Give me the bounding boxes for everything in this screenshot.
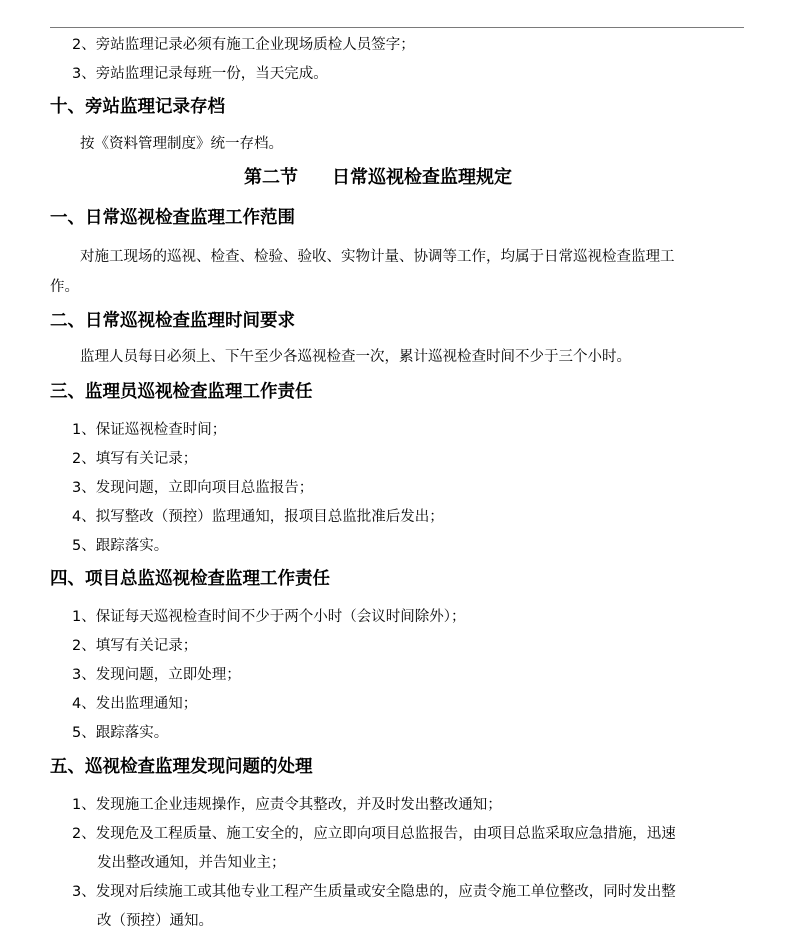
section-title bbox=[244, 166, 512, 190]
list-item: 2、填写有关记录； bbox=[72, 638, 198, 654]
heading-archive: 十、旁站监理记录存档 bbox=[50, 97, 225, 117]
heading-director-duty: 四、项目总监巡视检查监理工作责任 bbox=[50, 569, 330, 589]
paragraph-line: 作。 bbox=[50, 279, 79, 295]
list-item: 2、旁站监理记录必须有施工企业现场质检人员签字； bbox=[72, 37, 415, 53]
paragraph: 监理人员每日必须上、下午至少各巡视检查一次，累计巡视检查时间不少于三个小时。 bbox=[80, 349, 631, 365]
list-item: 5、跟踪落实。 bbox=[72, 725, 169, 741]
list-item: 3、发现问题，立即处理； bbox=[72, 667, 241, 683]
list-item: 3、发现对后续施工或其他专业工程产生质量或安全隐患的，应责令施工单位整改，同时发出整 bbox=[72, 884, 676, 900]
list-item: 2、发现危及工程质量、施工安全的，应立即向项目总监报告，由项目总监采取应急措施，迅速 bbox=[72, 826, 676, 842]
list-item: 5、跟踪落实。 bbox=[72, 538, 169, 554]
heading-handling: 五、巡视检查监理发现问题的处理 bbox=[50, 757, 313, 777]
list-item-continuation: 发出整改通知，并告知业主； bbox=[97, 855, 286, 871]
list-item: 1、保证每天巡视检查时间不少于两个小时（会议时间除外）； bbox=[72, 609, 466, 625]
list-item: 4、拟写整改（预控）监理通知，报项目总监批准后发出； bbox=[72, 509, 444, 525]
heading-inspector-duty: 三、监理员巡视检查监理工作责任 bbox=[50, 382, 313, 402]
section-number: 第二节 bbox=[244, 167, 298, 188]
paragraph-line: 对施工现场的巡视、检查、检验、验收、实物计量、协调等工作，均属于日常巡视检查监理工 bbox=[80, 249, 675, 265]
list-item: 3、发现问题，立即向项目总监报告； bbox=[72, 480, 314, 496]
list-item-continuation: 改（预控）通知。 bbox=[97, 913, 213, 929]
list-item: 1、保证巡视检查时间； bbox=[72, 422, 227, 438]
paragraph: 按《资料管理制度》统一存档。 bbox=[80, 136, 283, 152]
list-item: 3、旁站监理记录每班一份，当天完成。 bbox=[72, 66, 328, 82]
list-item: 1、发现施工企业违规操作，应责令其整改，并及时发出整改通知； bbox=[72, 797, 502, 813]
heading-time: 二、日常巡视检查监理时间要求 bbox=[50, 311, 295, 331]
header-rule bbox=[50, 27, 744, 28]
list-item: 2、填写有关记录； bbox=[72, 451, 198, 467]
section-name: 日常巡视检查监理规定 bbox=[332, 167, 512, 188]
heading-scope: 一、日常巡视检查监理工作范围 bbox=[50, 208, 295, 228]
list-item: 4、发出监理通知； bbox=[72, 696, 198, 712]
